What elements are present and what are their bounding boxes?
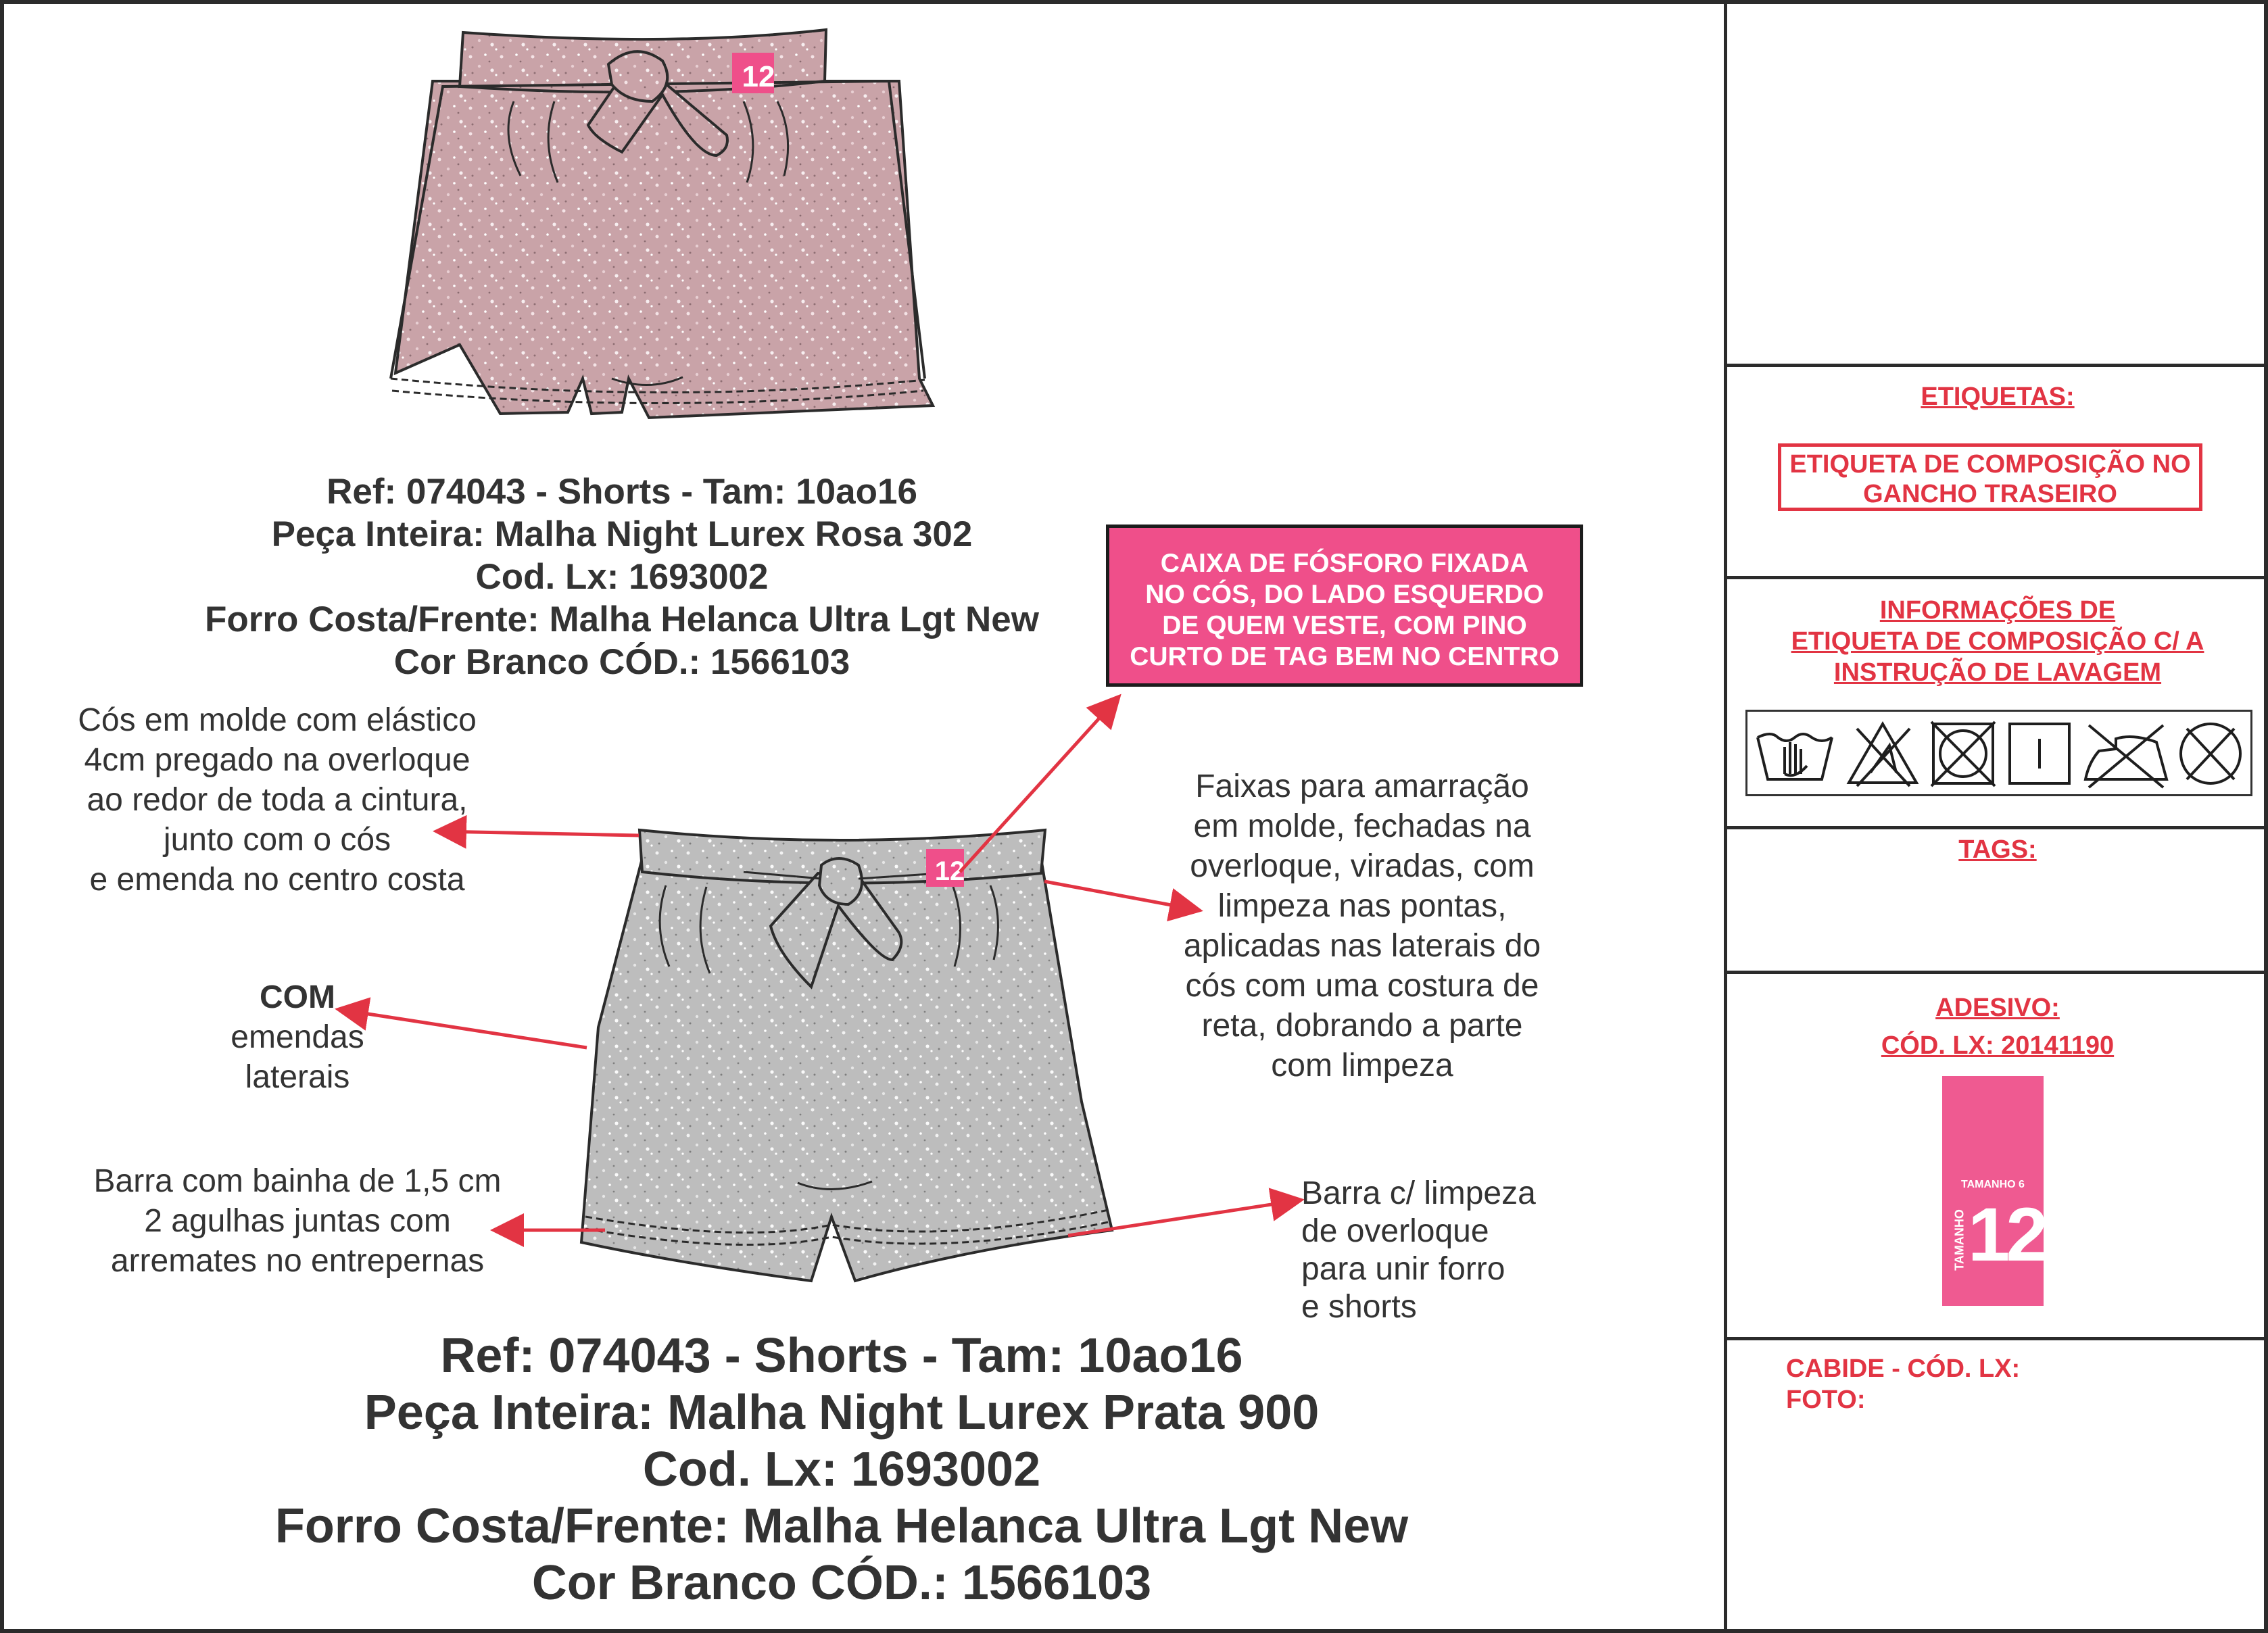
note-line: junto com o cós (163, 822, 391, 858)
note-line-bold: COM (260, 979, 335, 1015)
cabide-code: CABIDE - CÓD. LX: (1786, 1355, 2021, 1383)
box-line: ETIQUETA DE COMPOSIÇÃO NO (1789, 450, 2191, 479)
note-line: aplicadas nas laterais do (1183, 928, 1541, 964)
panel-divider (1724, 0, 1727, 1633)
note-line: arremates no entrepernas (110, 1243, 485, 1279)
ties-note (1142, 766, 1582, 1086)
note-line: reta, dobrando a parte (1201, 1008, 1523, 1044)
note-line: NO CÓS, DO LADO ESQUERDO (1145, 580, 1544, 609)
spec-bottom (169, 1327, 1514, 1611)
no-tumble-dry-icon (1931, 722, 1995, 786)
size-tag-sticker (1942, 1076, 2044, 1306)
note-line: CURTO DE TAG BEM NO CENTRO (1130, 642, 1560, 671)
spec-top (176, 470, 1068, 683)
note-line: cós com uma costura de (1185, 968, 1539, 1004)
spec-top-code: Cod. Lx: 1693002 (475, 557, 769, 597)
spec-top-fabric: Peça Inteira: Malha Night Lurex Rosa 302 (271, 514, 973, 554)
note-line: e shorts (1301, 1289, 1417, 1325)
no-dry-clean-icon (2181, 724, 2240, 783)
composition-label-box (1778, 443, 2202, 511)
svg-text:12: 12 (934, 856, 965, 886)
tag-size-number: 12 (1968, 1192, 2044, 1277)
note-line: Barra c/ limpeza (1301, 1175, 1536, 1211)
note-line: emendas (231, 1019, 364, 1055)
spec-top-ref: Ref: 074043 - Shorts - Tam: 10ao16 (327, 472, 917, 512)
tag-size-word: TAMANHO (1952, 1209, 1967, 1271)
shorts-rose-drawing (391, 30, 933, 418)
spec-top-lining-color: Cor Branco CÓD.: 1566103 (393, 642, 850, 682)
waistband-note (34, 700, 521, 900)
box-line: GANCHO TRASEIRO (1863, 480, 2117, 508)
note-line: com limpeza (1271, 1048, 1453, 1083)
section-divider (1726, 1337, 2267, 1340)
foto-label: FOTO: (1786, 1386, 1866, 1414)
note-line: Faixas para amarração (1195, 769, 1529, 804)
spec-bottom-code: Cod. Lx: 1693002 (642, 1442, 1041, 1496)
composition-info-title (1731, 595, 2265, 688)
care-symbols (1745, 710, 2252, 796)
hem-note (61, 1161, 534, 1281)
section-divider (1726, 826, 2267, 829)
note-line: ao redor de toda a cintura, (87, 782, 468, 818)
note-line: Cós em molde com elástico (78, 702, 477, 738)
note-line: em molde, fechadas na (1193, 808, 1531, 844)
spec-bottom-ref: Ref: 074043 - Shorts - Tam: 10ao16 (440, 1329, 1243, 1383)
adesivo-code: CÓD. LX: 20141190 (1881, 1031, 2115, 1060)
note-line: de overloque (1301, 1213, 1489, 1249)
title-line: ETIQUETA DE COMPOSIÇÃO C/ A (1791, 627, 2204, 656)
spec-bottom-fabric: Peça Inteira: Malha Night Lurex Prata 900 (364, 1386, 1320, 1440)
matchbox-note (1106, 525, 1583, 687)
note-line: laterais (245, 1059, 350, 1095)
note-line: overloque, viradas, com (1190, 848, 1535, 884)
title-line: INFORMAÇÕES DE (1879, 596, 2116, 625)
tag-size-text: TAMANHO 6 (1961, 1179, 2025, 1190)
note-line: 2 agulhas juntas com (144, 1203, 451, 1239)
title-line: INSTRUÇÃO DE LAVAGEM (1833, 658, 2162, 687)
note-line: CAIXA DE FÓSFORO FIXADA (1160, 549, 1529, 578)
tags-title: TAGS: (1958, 835, 2037, 864)
spec-bottom-lining-color: Cor Branco CÓD.: 1566103 (531, 1556, 1152, 1610)
spec-top-lining: Forro Costa/Frente: Malha Helanca Ultra Lgt New (205, 600, 1039, 639)
section-divider (1726, 364, 2267, 367)
section-divider (1726, 576, 2267, 579)
note-line: 4cm pregado na overloque (84, 742, 471, 778)
cabide-info (1786, 1353, 2259, 1415)
line-dry-icon (2010, 724, 2069, 783)
etiquetas-title: ETIQUETAS: (1921, 383, 2075, 411)
hand-wash-icon (1758, 734, 1832, 779)
note-line: para unir forro (1301, 1251, 1505, 1287)
spec-bottom-lining: Forro Costa/Frente: Malha Helanca Ultra Lgt New (274, 1499, 1409, 1553)
no-iron-icon (2085, 725, 2167, 787)
shorts-silver-drawing (581, 830, 1112, 1281)
note-line: limpeza nas pontas, (1217, 888, 1507, 924)
section-divider (1726, 971, 2267, 974)
note-line: DE QUEM VESTE, COM PINO (1162, 611, 1527, 640)
note-line: e emenda no centro costa (89, 862, 465, 898)
lining-hem-note (1301, 1175, 1585, 1326)
no-bleach-icon (1849, 724, 1916, 786)
svg-text:12: 12 (742, 60, 775, 93)
side-seams-note (162, 977, 433, 1097)
note-line: Barra com bainha de 1,5 cm (93, 1163, 502, 1199)
adesivo-title: ADESIVO: (1935, 994, 2060, 1022)
